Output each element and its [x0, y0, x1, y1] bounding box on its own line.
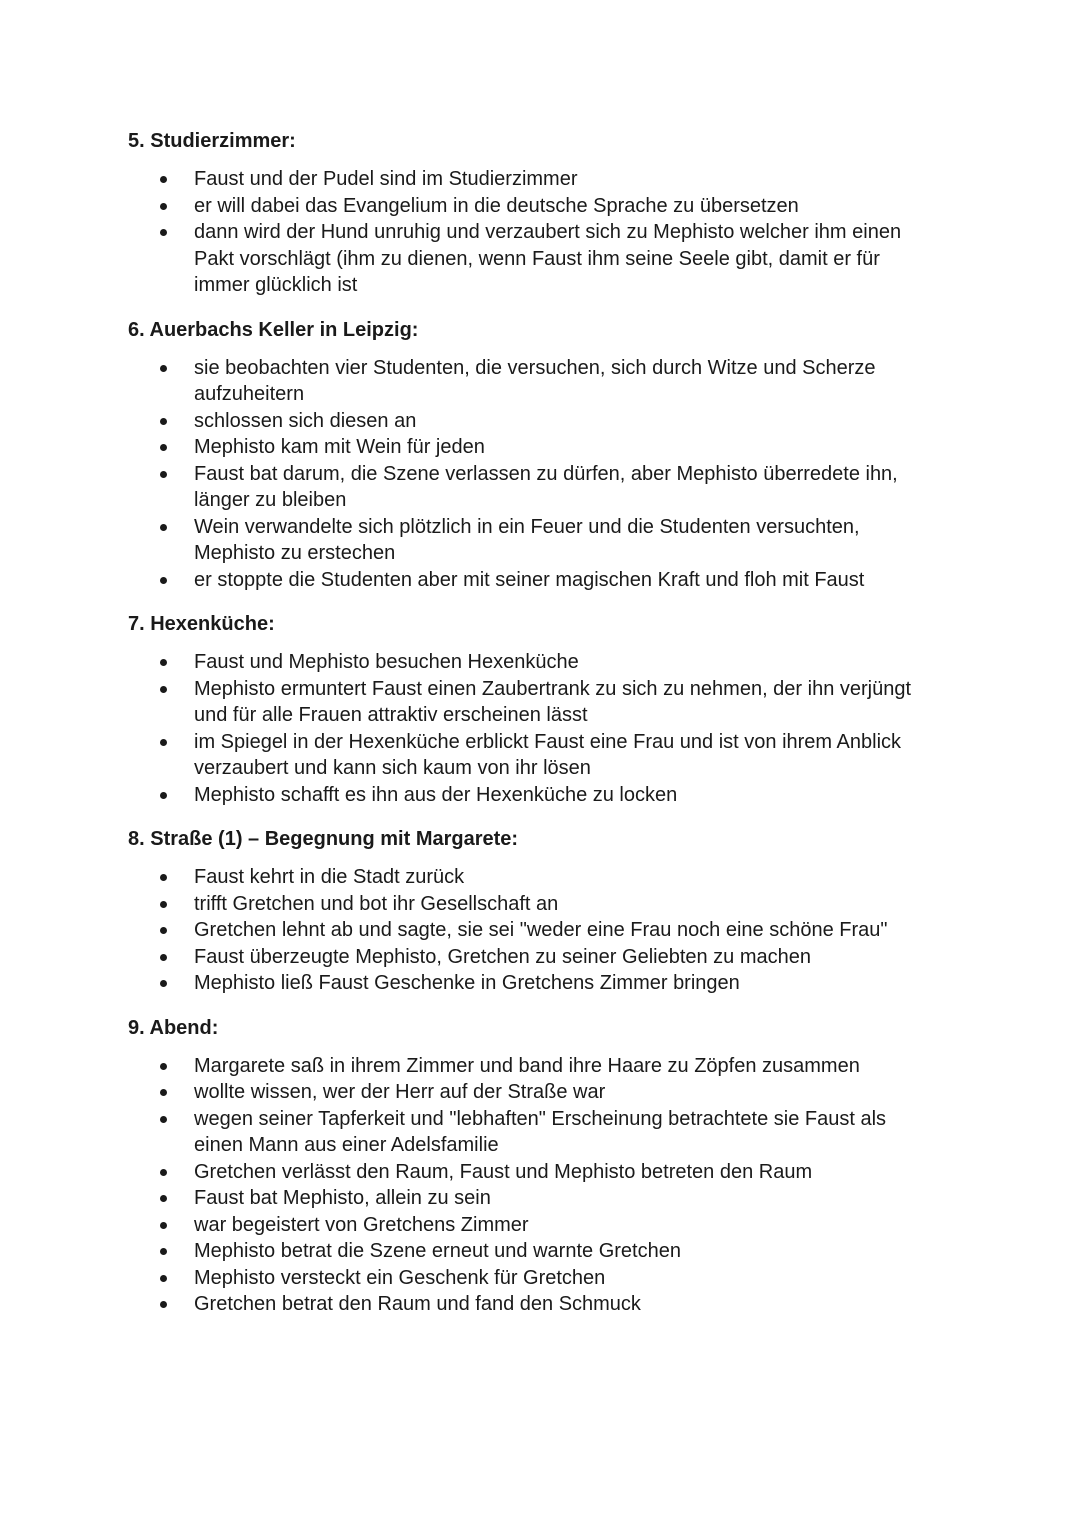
list-item — [128, 649, 940, 676]
bullet-icon — [160, 1248, 167, 1255]
list-item — [128, 1185, 940, 1212]
bullet-icon — [160, 1195, 167, 1202]
list-item — [128, 166, 940, 193]
bullet-list — [128, 355, 940, 594]
section-strasse-margarete — [128, 824, 940, 997]
list-item — [128, 970, 940, 997]
list-item-text: Mephisto ermuntert Faust einen Zaubertrank zu sich zu nehmen, der ihn verjüngt und für alle Frauen attraktiv erscheinen lässt — [194, 677, 912, 726]
bullet-icon — [160, 792, 167, 799]
list-item — [128, 514, 940, 567]
list-item-text: Wein verwandelte sich plötzlich in ein Feuer und die Studenten versuchten, Mephisto zu erstechen — [194, 515, 860, 564]
list-item — [128, 1159, 940, 1186]
bullet-icon — [160, 418, 167, 425]
list-item — [128, 408, 940, 435]
list-item — [128, 864, 940, 891]
list-item-text: sie beobachten vier Studenten, die versuchen, sich durch Witze und Scherze aufzuheitern — [194, 356, 876, 405]
list-item-text: er will dabei das Evangelium in die deutsche Sprache zu übersetzen — [194, 194, 799, 217]
bullet-icon — [160, 524, 167, 531]
list-item-text: dann wird der Hund unruhig und verzaubert sich zu Mephisto welcher ihm einen Pakt vorschlägt (ihm zu dienen, wenn Faust ihm seine Seele gibt, damit er für immer glücklich ist — [194, 221, 902, 296]
list-item — [128, 1053, 940, 1080]
section-studierzimmer — [128, 126, 940, 299]
list-item-text: trifft Gretchen und bot ihr Gesellschaft an — [194, 892, 559, 915]
bullet-icon — [160, 686, 167, 693]
bullet-icon — [160, 471, 167, 478]
list-item — [128, 729, 940, 782]
bullet-icon — [160, 176, 167, 183]
bullet-icon — [160, 739, 167, 746]
bullet-icon — [160, 1222, 167, 1229]
list-item — [128, 1238, 940, 1265]
bullet-icon — [160, 1089, 167, 1096]
bullet-list — [128, 864, 940, 997]
list-item-text: Gretchen betrat den Raum und fand den Schmuck — [194, 1293, 641, 1315]
bullet-icon — [160, 927, 167, 934]
list-item-text: Faust überzeugte Mephisto, Gretchen zu seiner Geliebten zu machen — [194, 945, 812, 968]
list-item-text: er stoppte die Studenten aber mit seiner magischen Kraft und floh mit Faust — [194, 568, 865, 591]
bullet-icon — [160, 1063, 167, 1070]
list-item-text: im Spiegel in der Hexenküche erblickt Faust eine Frau und ist von ihrem Anblick verzaubert und kann sich kaum von ihr lösen — [194, 730, 902, 779]
list-item-text: Gretchen lehnt ab und sagte, sie sei "weder eine Frau noch eine schöne Frau" — [194, 919, 888, 941]
list-item — [128, 434, 940, 461]
list-item — [128, 461, 940, 514]
list-item — [128, 782, 940, 809]
bullet-icon — [160, 365, 167, 372]
list-item-text: Faust bat darum, die Szene verlassen zu dürfen, aber Mephisto überredete ihn, länger zu bleiben — [194, 462, 898, 511]
bullet-list — [128, 166, 940, 299]
list-item-text: Mephisto ließ Faust Geschenke in Gretchens Zimmer bringen — [194, 972, 740, 994]
bullet-icon — [160, 444, 167, 451]
list-item-text: Faust bat Mephisto, allein zu sein — [194, 1187, 491, 1209]
bullet-icon — [160, 1116, 167, 1123]
bullet-icon — [160, 954, 167, 961]
list-item — [128, 944, 940, 971]
bullet-icon — [160, 901, 167, 908]
bullet-icon — [160, 1275, 167, 1282]
section-auerbachs-keller — [128, 315, 940, 594]
bullet-icon — [160, 874, 167, 881]
list-item-text: war begeistert von Gretchens Zimmer — [194, 1213, 529, 1236]
list-item-text: Mephisto versteckt ein Geschenk für Gretchen — [194, 1266, 606, 1289]
list-item-text: Faust und Mephisto besuchen Hexenküche — [194, 651, 579, 673]
list-item — [128, 676, 940, 729]
list-item — [128, 219, 940, 299]
list-item-text: Gretchen verlässt den Raum, Faust und Mephisto betreten den Raum — [194, 1160, 813, 1183]
section-heading: 6. Auerbachs Keller in Leipzig: — [128, 318, 419, 341]
list-item — [128, 1212, 940, 1239]
list-item — [128, 917, 940, 944]
list-item — [128, 567, 940, 594]
list-item — [128, 355, 940, 408]
list-item-text: Mephisto schafft es ihn aus der Hexenküche zu locken — [194, 783, 678, 806]
bullet-icon — [160, 229, 167, 236]
section-hexenkueche — [128, 609, 940, 808]
list-item-text: wegen seiner Tapferkeit und "lebhaften" Erscheinung betrachtete sie Faust als einen Mann aus einer Adelsfamilie — [194, 1107, 887, 1156]
bullet-icon — [160, 659, 167, 666]
bullet-icon — [160, 980, 167, 987]
bullet-list — [128, 1053, 940, 1318]
list-item — [128, 891, 940, 918]
bullet-icon — [160, 1301, 167, 1308]
bullet-list — [128, 649, 940, 808]
list-item — [128, 1291, 940, 1318]
list-item-text: schlossen sich diesen an — [194, 409, 417, 432]
list-item-text: Mephisto kam mit Wein für jeden — [194, 436, 485, 458]
list-item — [128, 1265, 940, 1292]
list-item-text: Faust und der Pudel sind im Studierzimmer — [194, 168, 578, 190]
list-item-text: Mephisto betrat die Szene erneut und warnte Gretchen — [194, 1240, 681, 1262]
bullet-icon — [160, 203, 167, 210]
list-item-text: wollte wissen, wer der Herr auf der Straße war — [194, 1081, 606, 1103]
section-abend — [128, 1013, 940, 1318]
list-item — [128, 1106, 940, 1159]
list-item — [128, 1079, 940, 1106]
section-heading: 5. Studierzimmer: — [128, 130, 296, 152]
section-heading: 9. Abend: — [128, 1016, 219, 1039]
bullet-icon — [160, 1169, 167, 1176]
list-item-text: Margarete saß in ihrem Zimmer und band ihre Haare zu Zöpfen zusammen — [194, 1054, 860, 1077]
list-item-text: Faust kehrt in die Stadt zurück — [194, 866, 465, 888]
section-heading: 8. Straße (1) – Begegnung mit Margarete: — [128, 828, 519, 850]
section-heading: 7. Hexenküche: — [128, 613, 275, 635]
bullet-icon — [160, 577, 167, 584]
list-item — [128, 193, 940, 220]
